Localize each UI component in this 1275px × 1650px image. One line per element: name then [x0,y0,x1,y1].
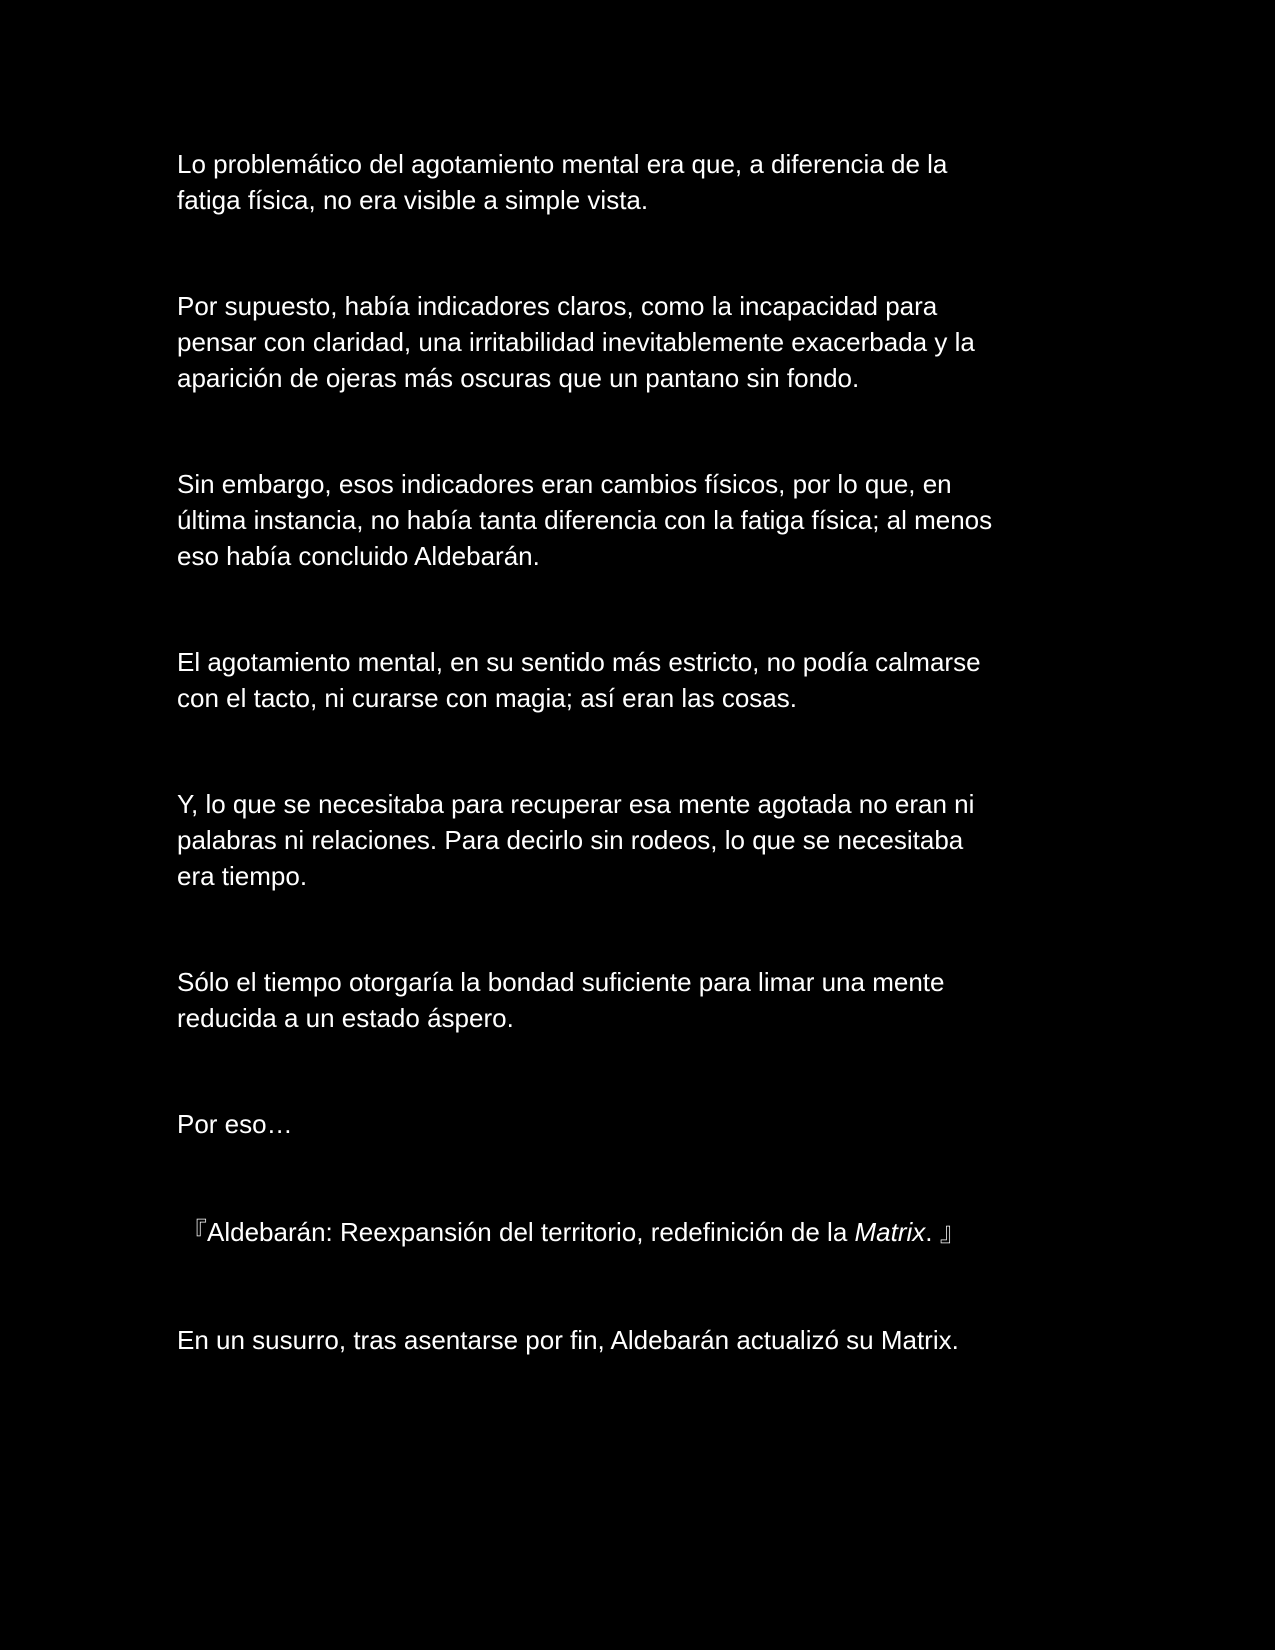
paragraph-line: eso había concluido Aldebarán. [177,541,540,571]
incantation-line [181,1214,1111,1250]
paragraph-5 [177,786,1107,894]
paragraph-line: En un susurro, tras asentarse por fin, Aldebarán actualizó su Matrix. [177,1325,959,1355]
paragraph-line: Lo problemático del agotamiento mental era que, a diferencia de la [177,149,948,179]
paragraph-line: fatiga física, no era visible a simple vista. [177,185,649,215]
close-bracket: 』 [939,1217,966,1247]
paragraph-4 [177,644,1107,716]
paragraph-2 [177,288,1107,396]
paragraph-line: Por eso… [177,1109,293,1139]
paragraph-6 [177,964,1107,1036]
incantation-text [181,1214,1111,1250]
paragraph-9 [177,1322,1107,1358]
paragraph-line: palabras ni relaciones. Para decirlo sin rodeos, lo que se necesitaba [177,825,964,855]
paragraph-line: Sin embargo, esos indicadores eran cambios físicos, por lo que, en [177,469,952,499]
incantation-body: Aldebarán: Reexpansión del territorio, redefinición de la [207,1217,855,1247]
incantation-emphasis: Matrix [854,1217,926,1247]
paragraph-3 [177,466,1107,574]
paragraph-line: Y, lo que se necesitaba para recuperar esa mente agotada no eran ni [177,789,975,819]
paragraph-line: reducida a un estado áspero. [177,1003,514,1033]
paragraph-1 [177,146,1107,218]
paragraph-line: pensar con claridad, una irritabilidad inevitablemente exacerbada y la [177,327,975,357]
paragraph-line: Sólo el tiempo otorgaría la bondad suficiente para limar una mente [177,967,945,997]
paragraph-7 [177,1106,1107,1142]
incantation-tail: . [925,1217,940,1247]
paragraph-line: aparición de ojeras más oscuras que un pantano sin fondo. [177,363,860,393]
paragraph-line: El agotamiento mental, en su sentido más estricto, no podía calmarse [177,647,981,677]
open-bracket: 『 [181,1217,208,1247]
paragraph-line: Por supuesto, había indicadores claros, como la incapacidad para [177,291,938,321]
paragraph-line: era tiempo. [177,861,308,891]
paragraph-line: con el tacto, ni curarse con magia; así eran las cosas. [177,683,797,713]
paragraph-line: última instancia, no había tanta diferencia con la fatiga física; al menos [177,505,993,535]
